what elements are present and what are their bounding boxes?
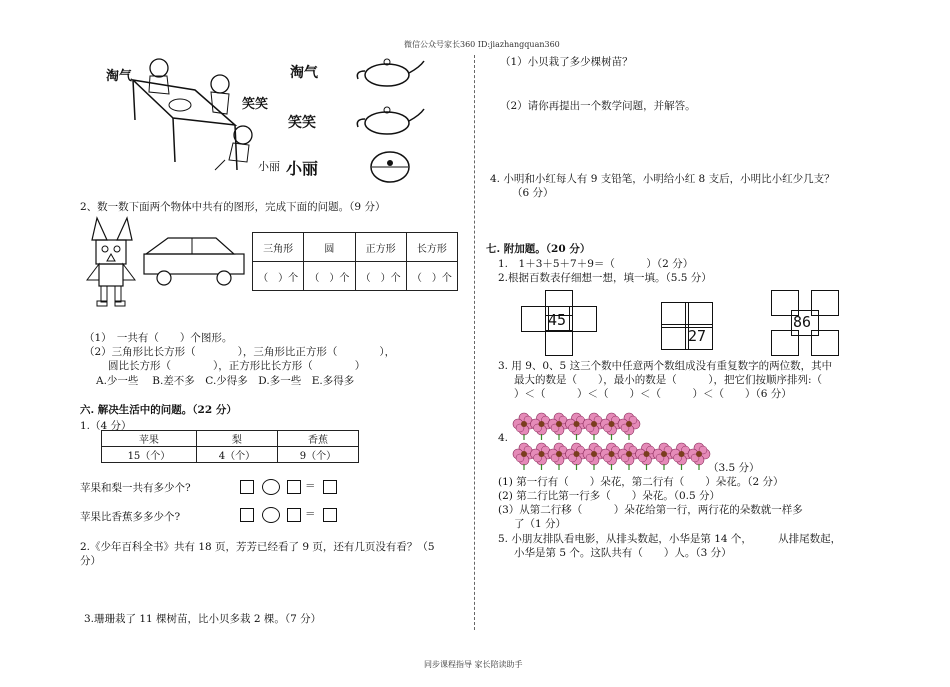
operator-circle[interactable] — [262, 479, 280, 495]
s7-q2: 2.根据百数表仔细想一想，填一填。（5.5 分） — [498, 272, 712, 284]
s7-q1: 1. 1＋3＋5＋7＋9＝（ ）（2 分） — [498, 258, 694, 270]
answer-box[interactable] — [240, 508, 254, 522]
answer-box[interactable] — [240, 480, 254, 494]
r1: （1）小贝栽了多少棵树苗？ — [500, 56, 633, 68]
kids-at-table-picture — [125, 50, 265, 185]
number-27: 27 — [688, 327, 707, 345]
teapot-front-icon — [352, 103, 427, 138]
s7-q5a: 5. 小朋友排队看电影，从排头数起，小华是第 14 个， 从排尾数起， — [498, 533, 842, 545]
match-xiaoxiao: 笑笑 — [288, 115, 316, 131]
cell-triangle[interactable]: （ ）个 — [253, 262, 304, 291]
xiaoxiao-label: 笑笑 — [242, 97, 269, 112]
section7-title: 七. 附加题。（20 分） — [486, 243, 591, 255]
teapot-top-icon — [368, 145, 413, 185]
q2-title: 2、数一数下面两个物体中共有的图形，完成下面的问题。（9 分） — [80, 201, 386, 213]
column-divider — [474, 55, 475, 630]
q4b: （6 分） — [512, 187, 554, 199]
xiaoli-label-small: 小丽 — [258, 160, 280, 173]
q4a: 4. 小明和小红每人有 9 支铅笔，小明给小红 8 支后，小明比小红少几支？ — [490, 173, 835, 185]
answer-box[interactable] — [287, 508, 301, 522]
r2: （2）请你再提出一个数学问题，并解答。 — [500, 100, 696, 112]
flower-icon — [618, 413, 640, 440]
cell-circle[interactable]: （ ）个 — [304, 262, 355, 291]
header-square: 正方形 — [355, 233, 406, 262]
s7-q4s2: (2) 第二行比第一行多（ ）朵花。（0.5 分） — [498, 490, 720, 502]
banana-count: 9（个） — [277, 447, 358, 463]
s6-q1: 1.（4 分） — [80, 420, 132, 432]
header-circle: 圆 — [304, 233, 355, 262]
taoqi-label: 淘气 — [106, 69, 133, 84]
pear-count: 4（个） — [196, 447, 277, 463]
header-rectangle: 长方形 — [406, 233, 457, 262]
q2-sub2b: 圆比长方形（ ），正方形比长方形（ ） — [108, 360, 366, 372]
ask2: 苹果比香蕉多多少个? — [80, 511, 181, 523]
shape-count-table — [252, 232, 458, 291]
s7-q4: 4. — [498, 432, 509, 444]
s7-q3c: ）＜（ ）＜（ ）＜（ ）＜（ ）（6 分） — [514, 388, 792, 400]
answer-box[interactable] — [323, 480, 337, 494]
q2-sub1: （1） 一共有（ ）个图形。 — [84, 332, 233, 344]
number-45: 45 — [548, 311, 567, 329]
fruit-banana: 香蕉 — [277, 431, 358, 447]
flowers-figure — [510, 412, 740, 474]
s7-q4s3b: 了（1 分） — [514, 518, 567, 530]
q2-options: A.少一些 B.差不多 C.少得多 D.多一些 E.多得多 — [96, 375, 355, 387]
q2-sub2a: （2）三角形比长方形（ ），三角形比正方形（ ）， — [84, 346, 396, 358]
answer-box[interactable] — [287, 480, 301, 494]
cell-square[interactable]: （ ）个 — [355, 262, 406, 291]
apple-count: 15（个） — [102, 447, 197, 463]
cell-rectangle[interactable]: （ ）个 — [406, 262, 457, 291]
section6-title: 六. 解决生活中的问题。（22 分） — [80, 404, 237, 416]
fruit-apple: 苹果 — [102, 431, 197, 447]
s6-q3: 3.珊珊栽了 11 棵树苗，比小贝多栽 2 棵。（7 分） — [84, 613, 322, 625]
s7-q5b: 小华是第 5 个。这队共有（ ）人。（3 分） — [514, 547, 732, 559]
xiaoli-label: 小丽 — [286, 159, 319, 178]
s6-q2a: 2.《少年百科全书》共有 18 页，芳芳已经看了 9 页，还有几页没有看？（5 — [80, 541, 435, 553]
s7-q3a: 3. 用 9、0、5 这三个数中任意两个数组成没有重复数字的两位数，其中 — [498, 360, 833, 372]
operator-circle[interactable] — [262, 507, 280, 523]
s7-q4-score: （3.5 分） — [708, 462, 760, 474]
s7-q4s1: (1) 第一行有（ ）朵花，第二行有（ ）朵花。（2 分） — [498, 476, 784, 488]
page-header: 微信公众号家长360 ID:jiazhangquan360 — [404, 40, 560, 49]
header-triangle: 三角形 — [253, 233, 304, 262]
answer-box[interactable] — [323, 508, 337, 522]
match-taoqi: 淘气 — [290, 65, 318, 81]
s7-q3b: 最大的数是（ ），最小的数是（ ），把它们按顺序排列:（ — [514, 374, 823, 386]
flower-icon — [688, 443, 710, 470]
number-86: 86 — [793, 313, 812, 331]
fruit-pear: 梨 — [196, 431, 277, 447]
s6-q2b: 分） — [80, 555, 101, 567]
page-footer: 同步课程指导 家长陪读助手 — [424, 660, 523, 669]
fruit-table — [101, 430, 359, 463]
s7-q4s3a: (3）从第二行移（ ）朵花给第一行，两行花的朵数就一样多 — [498, 504, 803, 516]
ask1: 苹果和梨一共有多少个? — [80, 482, 191, 494]
shapes-figure — [84, 216, 254, 308]
teapot-side-icon — [352, 55, 427, 90]
